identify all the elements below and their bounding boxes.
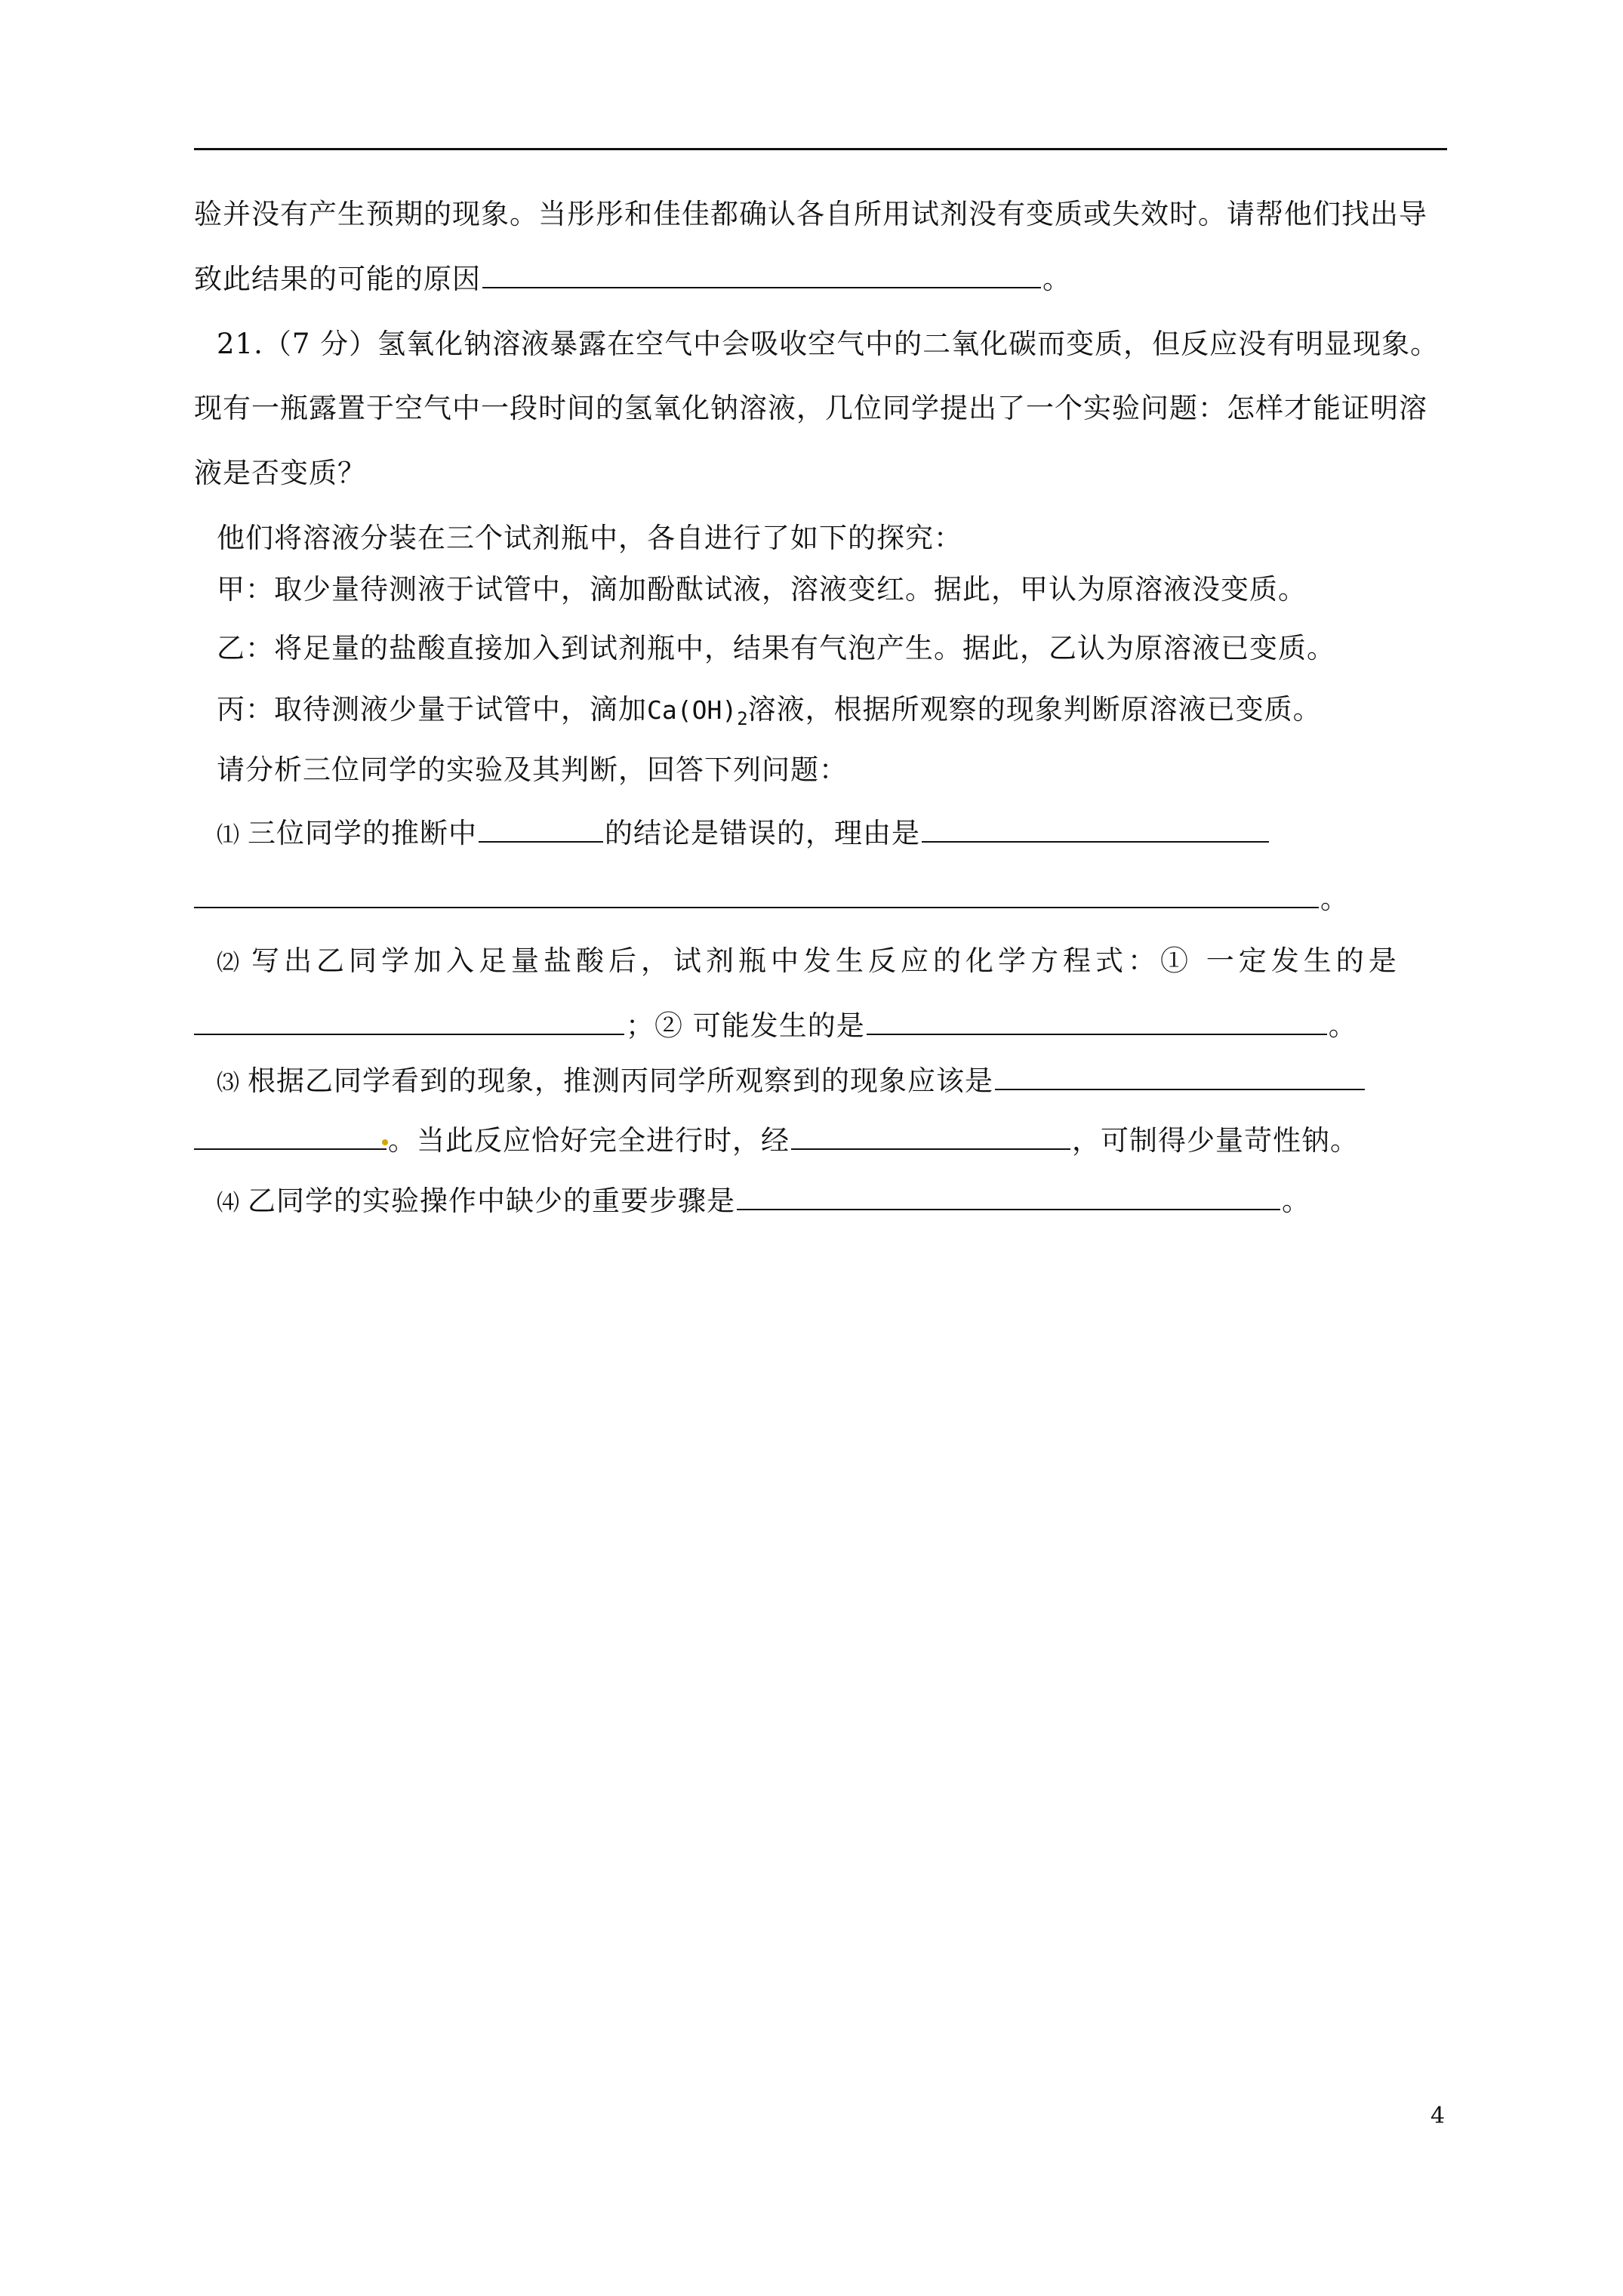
subquestion-3-text-c: ，可制得少量苛性钠。 (1072, 1124, 1359, 1157)
formula-main: Ca(OH) (647, 695, 738, 725)
subquestion-2-line (217, 942, 1500, 983)
subquestion-1-end: 。 (1320, 883, 1349, 915)
page-number: 4 (1431, 2103, 1446, 2129)
yellow-dot-mark (382, 1139, 388, 1145)
subquestion-4-number: ⑷ (217, 1190, 240, 1216)
subquestion-1-text-a: 三位同学的推断中 (248, 817, 477, 849)
subquestion-4-end: 。 (1282, 1185, 1310, 1217)
answer-blank-observation[interactable] (194, 1123, 387, 1150)
student-bing-line (217, 690, 1500, 738)
subquestion-4-text-a: 乙同学的实验操作中缺少的重要步骤是 (248, 1185, 735, 1217)
question-21-line-3 (194, 454, 1477, 493)
subquestion-2-continuation (194, 1006, 1477, 1046)
answer-blank-reason-start[interactable] (922, 815, 1269, 843)
cause-text: 致此结果的可能的原因 (194, 263, 481, 295)
answer-blank-equation-certain[interactable] (194, 1008, 624, 1035)
answer-blank-cause[interactable] (482, 261, 1041, 288)
subquestion-1-number: ⑴ (217, 822, 240, 849)
intro-text: 他们将溶液分装在三个试剂瓶中，各自进行了如下的探究： (217, 522, 962, 554)
answer-blank-operation[interactable] (791, 1123, 1070, 1150)
continuation-text: 验并没有产生预期的现象。当彤彤和佳佳都确认各自所用试剂没有变质或失效时。请帮他们找出导 (194, 198, 1427, 230)
subquestion-1-continuation (194, 880, 1477, 919)
subquestion-3-text-a: 根据乙同学看到的现象，推测丙同学所观察到的现象应该是 (248, 1065, 993, 1097)
question-21-text: 21.（7 分）氢氧化钠溶液暴露在空气中会吸收空气中的二氧化碳而变质，但反应没有明显现象。 (217, 328, 1440, 360)
subquestion-1-text-b: 的结论是错误的，理由是 (605, 817, 920, 849)
student-yi-line (217, 629, 1500, 668)
answer-blank-observation-start[interactable] (995, 1063, 1365, 1090)
text-line-continuation (194, 195, 1477, 234)
subquestion-2-number: ⑵ (217, 950, 244, 976)
intro-line (217, 519, 1500, 558)
answer-blank-wrong-student[interactable] (479, 815, 603, 843)
subquestion-2-text-b: ；② 可能发生的是 (626, 1009, 865, 1042)
analyze-text: 请分析三位同学的实验及其判断，回答下列问题： (217, 754, 848, 786)
student-jia-line (217, 570, 1500, 609)
header-rule (194, 148, 1447, 150)
student-jia-text: 甲：取少量待测液于试管中，滴加酚酞试液，溶液变红。据此，甲认为原溶液没变质。 (217, 573, 1307, 606)
calcium-hydroxide-formula (647, 695, 748, 729)
subquestion-3-line (217, 1062, 1500, 1103)
subquestion-3-text-b: 。当此反应恰好完全进行时，经 (388, 1124, 790, 1157)
question-21-line-2 (194, 389, 1477, 428)
answer-blank-equation-possible[interactable] (867, 1008, 1327, 1035)
question-21-text-3: 液是否变质？ (194, 457, 366, 489)
subquestion-3-continuation (194, 1121, 1477, 1160)
answer-blank-missing-step[interactable] (737, 1183, 1280, 1210)
formula-subscript: 2 (737, 708, 748, 729)
analyze-line (217, 750, 1500, 790)
question-21-heading (217, 325, 1500, 364)
subquestion-2-end: 。 (1328, 1009, 1357, 1042)
student-bing-text-b: 溶液，根据所观察的现象判断原溶液已变质。 (747, 693, 1322, 726)
subquestion-4-line (217, 1182, 1500, 1223)
student-yi-text: 乙：将足量的盐酸直接加入到试剂瓶中，结果有气泡产生。据此，乙认为原溶液已变质。 (217, 632, 1335, 664)
subquestion-3-number: ⑶ (217, 1070, 240, 1096)
subquestion-1-line (217, 814, 1500, 855)
student-bing-text-a: 丙：取待测液少量于试管中，滴加 (217, 693, 647, 726)
question-21-text-2: 现有一瓶露置于空气中一段时间的氢氧化钠溶液，几位同学提出了一个实验问题：怎样才能证明溶 (194, 392, 1427, 424)
cause-end: 。 (1042, 263, 1071, 295)
subquestion-2-text-a: 写出乙同学加入足量盐酸后，试剂瓶中发生反应的化学方程式：① 一定发生的是 (251, 945, 1401, 977)
answer-blank-reason[interactable] (194, 881, 1319, 908)
text-line-cause (194, 260, 1477, 299)
